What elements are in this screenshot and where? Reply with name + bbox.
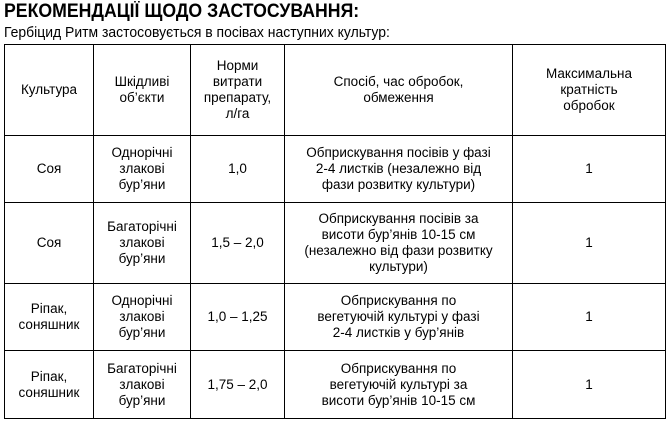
cell-method: Обприскування посівів у фазі 2-4 листків (незалежно від фази розвитку культури) [285,136,513,203]
intro-text: Гербіцид Ритм застосовується в посівах наступних культур: [4,24,390,41]
cell-max-treatments: 1 [513,136,666,203]
cell-rate: 1,0 – 1,25 [191,284,285,351]
header-max-treatments: Максимальна кратність обробок [513,45,666,136]
header-rate: Норми витрати препарату, л/га [191,45,285,136]
cell-method: Обприскування посівів за висоти бур’янів 10-15 см (незалежно від фази розвитку культури) [285,203,513,284]
cell-rate: 1,75 – 2,0 [191,351,285,419]
section-heading: РЕКОМЕНДАЦІЇ ЩОДО ЗАСТОСУВАННЯ: [4,1,360,22]
cell-pests: Однорічні злакові бур’яни [94,284,191,351]
recommendations-table [4,44,666,419]
cell-pests: Багаторічні злакові бур’яни [94,351,191,419]
cell-crop: Ріпак, соняшник [5,351,94,419]
header-method: Спосіб, час обробок, обмеження [285,45,513,136]
table-row [5,351,666,419]
cell-max-treatments: 1 [513,351,666,419]
cell-pests: Однорічні злакові бур’яни [94,136,191,203]
cell-method: Обприскування по вегетуючій культурі у фазі 2-4 листків у бур’янів [285,284,513,351]
table-row [5,203,666,284]
cell-crop: Соя [5,203,94,284]
cell-max-treatments: 1 [513,284,666,351]
cell-rate: 1,0 [191,136,285,203]
table-row [5,136,666,203]
cell-crop: Соя [5,136,94,203]
table-row [5,284,666,351]
table-header-row [5,45,666,136]
cell-max-treatments: 1 [513,203,666,284]
cell-crop: Ріпак, соняшник [5,284,94,351]
cell-pests: Багаторічні злакові бур’яни [94,203,191,284]
cell-rate: 1,5 – 2,0 [191,203,285,284]
cell-method: Обприскування по вегетуючій культурі за висоти бур’янів 10-15 см [285,351,513,419]
header-crop: Культура [5,45,94,136]
header-pests: Шкідливі об’єкти [94,45,191,136]
